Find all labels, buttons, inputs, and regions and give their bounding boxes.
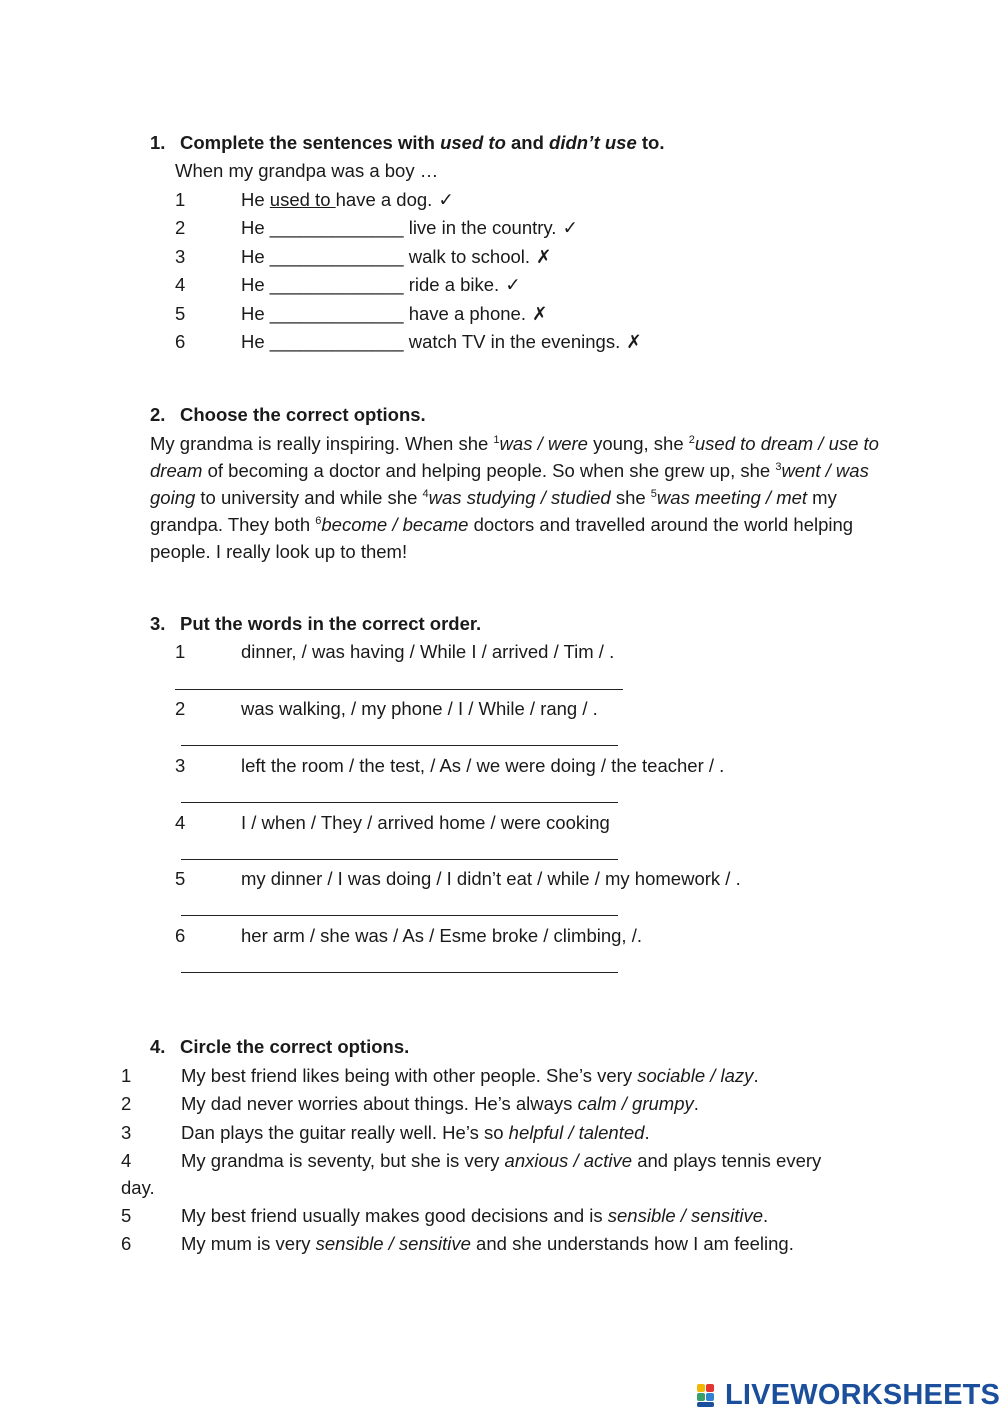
circle-option[interactable]: sensible / sensitive: [315, 1233, 471, 1254]
cross-icon: ✗: [531, 303, 548, 324]
item-words: I / when / They / arrived home / were cooking: [241, 812, 610, 833]
item-sentence: My best friend likes being with other people. She’s very sociable / lazy.: [181, 1065, 759, 1086]
exercise-1-intro: When my grandpa was a boy …: [175, 160, 439, 181]
option-4[interactable]: was studying / studied: [428, 487, 611, 508]
circle-option[interactable]: sensible / sensitive: [607, 1205, 764, 1226]
item-number: 5: [175, 868, 186, 889]
item-sentence: He _____________ ride a bike. ✓: [241, 274, 521, 295]
exercise-1-heading: 1. Complete the sentences with used to and didn’t use to.: [150, 132, 665, 153]
option-5[interactable]: was meeting / met: [656, 487, 808, 508]
option-1[interactable]: was / were: [499, 433, 588, 454]
check-icon: ✓: [438, 189, 454, 210]
item-continuation: day.: [121, 1177, 155, 1198]
item-number: 1: [175, 641, 186, 662]
check-icon: ✓: [505, 274, 521, 295]
logo-text: LIVEWORKSHEETS: [725, 1378, 1000, 1411]
item-number: 6: [175, 925, 186, 946]
answer-line[interactable]: [181, 859, 618, 860]
item-number: 5: [121, 1205, 132, 1226]
answer-line[interactable]: [181, 745, 618, 746]
option-3[interactable]: went / was going: [150, 460, 869, 508]
item-sentence: My best friend usually makes good decisions and is sensible / sensitive.: [181, 1205, 769, 1226]
item-words: my dinner / I was doing / I didn’t eat / while / my homework / .: [241, 868, 741, 889]
cross-icon: ✗: [536, 246, 552, 267]
option-2[interactable]: used to dream / use to dream: [150, 433, 879, 481]
answer-blank[interactable]: _____________: [269, 274, 404, 295]
answer-line[interactable]: [181, 972, 618, 973]
item-number: 4: [175, 274, 186, 295]
option-6[interactable]: become / became: [321, 514, 469, 535]
circle-option[interactable]: helpful / talented: [508, 1122, 645, 1143]
item-number: 2: [175, 698, 186, 719]
item-words: was walking, / my phone / I / While / rang / .: [241, 698, 598, 719]
item-number: 3: [175, 755, 186, 776]
item-sentence: He _____________ have a phone. ✗: [241, 303, 548, 324]
item-sentence: My mum is very sensible / sensitive and she understands how I am feeling.: [181, 1233, 794, 1254]
item-number: 4: [121, 1150, 132, 1171]
item-words: left the room / the test, / As / we were doing / the teacher / .: [241, 755, 725, 776]
item-number: 1: [175, 189, 186, 210]
item-words: her arm / she was / As / Esme broke / climbing, /.: [241, 925, 642, 946]
liveworksheets-logo: [697, 1378, 1000, 1412]
item-number: 6: [175, 331, 186, 352]
check-icon: ✓: [562, 217, 578, 238]
item-number: 3: [175, 246, 186, 267]
circle-option[interactable]: sociable / lazy: [637, 1065, 754, 1086]
cross-icon: ✗: [626, 331, 642, 352]
item-sentence: He _____________ watch TV in the evenings. ✗: [241, 331, 642, 352]
item-number: 4: [175, 812, 186, 833]
answer-blank[interactable]: _____________: [269, 331, 404, 352]
example-answer: used to: [269, 189, 336, 210]
answer-blank[interactable]: _____________: [269, 303, 404, 324]
item-number: 3: [121, 1122, 132, 1143]
item-number: 2: [121, 1093, 132, 1114]
answer-line[interactable]: [181, 915, 618, 916]
item-sentence: My dad never worries about things. He’s always calm / grumpy.: [181, 1093, 699, 1114]
exercise-2-heading: 2. Choose the correct options.: [150, 404, 426, 425]
answer-blank[interactable]: _____________: [269, 246, 404, 267]
exercise-number: 1.: [150, 132, 166, 153]
exercise-4-heading: 4. Circle the correct options.: [150, 1036, 410, 1057]
item-sentence: He _____________ live in the country. ✓: [241, 217, 578, 238]
item-number: 5: [175, 303, 186, 324]
logo-grid-icon: [697, 1382, 723, 1408]
item-number: 1: [121, 1065, 132, 1086]
item-sentence: He used to have a dog. ✓: [241, 189, 454, 210]
circle-option[interactable]: calm / grumpy: [577, 1093, 694, 1114]
item-sentence: He _____________ walk to school. ✗: [241, 246, 552, 267]
item-sentence: My grandma is seventy, but she is very anxious / active and plays tennis every: [181, 1150, 822, 1171]
answer-line[interactable]: [181, 802, 618, 803]
exercise-2-paragraph: My grandma is really inspiring. When she $^1$was / were young, she $^2$used to dream / use to dream of becoming a doctor and helping people. So when she grew up, she $^3$went / was going to university and while she $^4$was studying / studied she $^5$was meeting / met my grandpa. They both $^6$become / became doctors and travelled around the world helping people. I really look up to them!: [150, 433, 879, 562]
answer-line[interactable]: [175, 689, 623, 690]
answer-blank[interactable]: _____________: [269, 217, 404, 238]
item-words: dinner, / was having / While I / arrived / Tim / .: [241, 641, 615, 662]
exercise-3-heading: 3. Put the words in the correct order.: [150, 613, 482, 634]
item-sentence: Dan plays the guitar really well. He’s so helpful / talented.: [181, 1122, 650, 1143]
circle-option[interactable]: anxious / active: [504, 1150, 633, 1171]
item-number: 2: [175, 217, 186, 238]
item-number: 6: [121, 1233, 132, 1254]
